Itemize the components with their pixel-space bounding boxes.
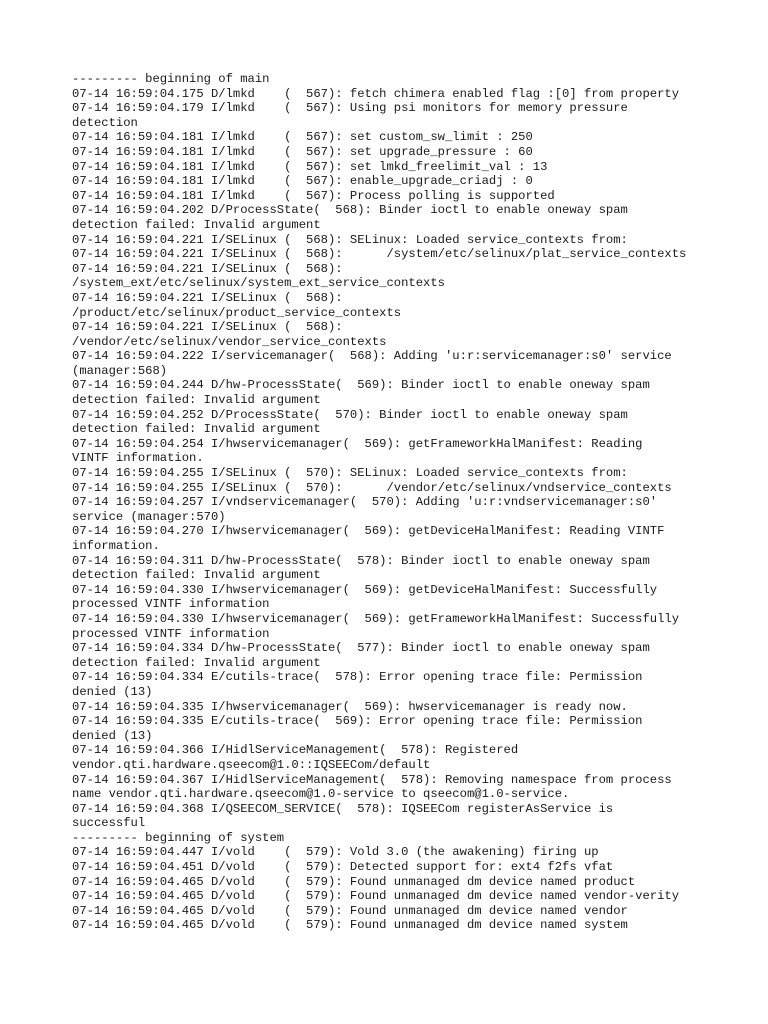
log-line: /vendor/etc/selinux/vendor_service_contexts <box>72 334 387 349</box>
log-line: detection failed: Invalid argument <box>72 217 321 232</box>
log-line: 07-14 16:59:04.254 I/hwservicemanager( 569): getFrameworkHalManifest: Reading <box>72 436 643 451</box>
log-line: 07-14 16:59:04.175 D/lmkd ( 567): fetch chimera enabled flag :[0] from property <box>72 86 680 101</box>
log-line: detection <box>72 115 138 130</box>
log-line: 07-14 16:59:04.330 I/hwservicemanager( 569): getFrameworkHalManifest: Successfully <box>72 611 680 626</box>
log-line: 07-14 16:59:04.465 D/vold ( 579): Found unmanaged dm device named product <box>72 874 636 889</box>
log-line: 07-14 16:59:04.179 I/lmkd ( 567): Using psi monitors for memory pressure <box>72 101 628 116</box>
log-line: 07-14 16:59:04.181 I/lmkd ( 567): enable_upgrade_criadj : 0 <box>72 174 533 189</box>
log-line: 07-14 16:59:04.335 E/cutils-trace( 569): Error opening trace file: Permission <box>72 714 643 729</box>
log-line: 07-14 16:59:04.221 I/SELinux ( 568): /system/etc/selinux/plat_service_contexts <box>72 247 687 262</box>
log-text-block <box>72 72 712 933</box>
log-line: 07-14 16:59:04.202 D/ProcessState( 568): Binder ioctl to enable oneway spam <box>72 203 628 218</box>
log-line: 07-14 16:59:04.252 D/ProcessState( 570): Binder ioctl to enable oneway spam <box>72 407 628 422</box>
log-line: vendor.qti.hardware.qseecom@1.0::IQSEECom/default <box>72 757 431 772</box>
log-line: 07-14 16:59:04.221 I/SELinux ( 568): <box>72 290 343 305</box>
log-line: 07-14 16:59:04.257 I/vndservicemanager( 570): Adding 'u:r:vndservicemanager:s0' <box>72 495 658 510</box>
log-line: --------- beginning of system <box>72 830 285 845</box>
log-line: detection failed: Invalid argument <box>72 655 321 670</box>
log-line: 07-14 16:59:04.465 D/vold ( 579): Found unmanaged dm device named system <box>72 918 628 933</box>
log-line: 07-14 16:59:04.330 I/hwservicemanager( 569): getDeviceHalManifest: Successfully <box>72 582 658 597</box>
log-line: 07-14 16:59:04.368 I/QSEECOM_SERVICE( 578): IQSEECom registerAsService is <box>72 801 614 816</box>
log-line: 07-14 16:59:04.335 I/hwservicemanager( 569): hwservicemanager is ready now. <box>72 699 628 714</box>
log-line: 07-14 16:59:04.451 D/vold ( 579): Detected support for: ext4 f2fs vfat <box>72 860 614 875</box>
log-line: 07-14 16:59:04.181 I/lmkd ( 567): set custom_sw_limit : 250 <box>72 130 533 145</box>
log-line: /system_ext/etc/selinux/system_ext_service_contexts <box>72 276 445 291</box>
log-line: 07-14 16:59:04.270 I/hwservicemanager( 569): getDeviceHalManifest: Reading VINTF <box>72 524 665 539</box>
log-line: /product/etc/selinux/product_service_contexts <box>72 305 402 320</box>
log-line: 07-14 16:59:04.222 I/servicemanager( 568): Adding 'u:r:servicemanager:s0' service <box>72 349 672 364</box>
log-line: denied (13) <box>72 684 153 699</box>
log-line: 07-14 16:59:04.221 I/SELinux ( 568): SELinux: Loaded service_contexts from: <box>72 232 628 247</box>
log-line: name vendor.qti.hardware.qseecom@1.0-service to qseecom@1.0-service. <box>72 787 570 802</box>
log-line: processed VINTF information <box>72 597 270 612</box>
log-line: 07-14 16:59:04.465 D/vold ( 579): Found unmanaged dm device named vendor-verity <box>72 889 680 904</box>
log-line: denied (13) <box>72 728 153 743</box>
log-line: (manager:568) <box>72 363 168 378</box>
log-line: 07-14 16:59:04.181 I/lmkd ( 567): set upgrade_pressure : 60 <box>72 144 533 159</box>
log-line: 07-14 16:59:04.221 I/SELinux ( 568): <box>72 320 343 335</box>
log-line: detection failed: Invalid argument <box>72 422 321 437</box>
log-line: detection failed: Invalid argument <box>72 393 321 408</box>
log-line: successful <box>72 816 146 831</box>
log-line: 07-14 16:59:04.334 D/hw-ProcessState( 577): Binder ioctl to enable oneway spam <box>72 641 650 656</box>
log-line: information. <box>72 539 160 553</box>
log-line: processed VINTF information <box>72 626 270 641</box>
log-line: VINTF information. <box>72 451 204 466</box>
log-line: 07-14 16:59:04.221 I/SELinux ( 568): <box>72 261 343 276</box>
log-line: 07-14 16:59:04.244 D/hw-ProcessState( 569): Binder ioctl to enable oneway spam <box>72 378 650 393</box>
log-line: service (manager:570) <box>72 509 226 524</box>
log-line: 07-14 16:59:04.255 I/SELinux ( 570): SELinux: Loaded service_contexts from: <box>72 466 628 481</box>
log-line: 07-14 16:59:04.366 I/HidlServiceManagement( 578): Registered <box>72 743 519 758</box>
log-line: 07-14 16:59:04.334 E/cutils-trace( 578): Error opening trace file: Permission <box>72 670 643 685</box>
log-line: 07-14 16:59:04.181 I/lmkd ( 567): Process polling is supported <box>72 188 555 203</box>
log-line: 07-14 16:59:04.447 I/vold ( 579): Vold 3.0 (the awakening) firing up <box>72 845 599 860</box>
log-line: 07-14 16:59:04.311 D/hw-ProcessState( 578): Binder ioctl to enable oneway spam <box>72 553 650 568</box>
log-line: 07-14 16:59:04.367 I/HidlServiceManagement( 578): Removing namespace from process <box>72 772 672 787</box>
log-line: --------- beginning of main <box>72 72 270 86</box>
log-line: 07-14 16:59:04.181 I/lmkd ( 567): set lmkd_freelimit_val : 13 <box>72 159 548 174</box>
log-line: detection failed: Invalid argument <box>72 568 321 583</box>
log-line: 07-14 16:59:04.255 I/SELinux ( 570): /vendor/etc/selinux/vndservice_contexts <box>72 480 672 495</box>
log-line: 07-14 16:59:04.465 D/vold ( 579): Found unmanaged dm device named vendor <box>72 903 628 918</box>
